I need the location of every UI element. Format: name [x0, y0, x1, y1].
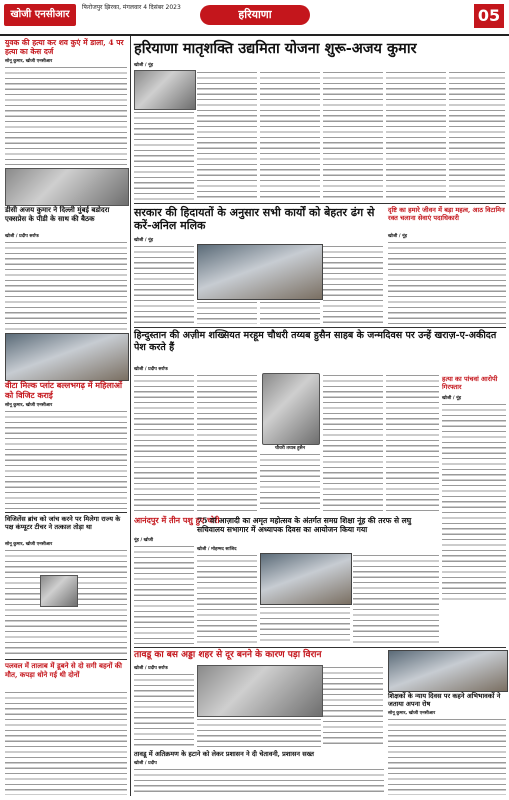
- lead-byline: खोजी / नूंह: [134, 63, 154, 68]
- story-c-body-3: [260, 452, 320, 513]
- masthead: [0, 0, 509, 36]
- lead-photo: [134, 70, 196, 110]
- story-g-headline: शिक्षकों के न्याय दिवस पर कहने अभिभावकों ने जताया अपना रोष: [388, 692, 501, 708]
- story-b-body-3: [260, 300, 320, 324]
- story-g-byline: सोनू कुमार, खोजी एनसीआर: [388, 711, 436, 716]
- story-c-body-2: [197, 373, 257, 513]
- story4-photo: [40, 575, 78, 607]
- rule-3: [134, 647, 506, 648]
- story2-body: [5, 240, 127, 330]
- story1-byline: सोनू कुमार, खोजी एनसीआर: [5, 59, 53, 64]
- story5-headline: पलवल में तालाब में डूबने से दो सगी बहनों की मौत, कपड़ा धोने गई थी दोनों: [5, 661, 122, 679]
- story3-byline: सोनू कुमार, खोजी एनसीआर: [5, 403, 53, 408]
- lead-body-5: [386, 70, 446, 200]
- section-title: हरियाणा: [200, 5, 310, 25]
- story-g-body: [388, 717, 506, 795]
- story-f-body-3: [323, 665, 383, 747]
- rule-1: [134, 203, 506, 204]
- story-c-portrait: [262, 373, 320, 445]
- story2-byline: खोजी / प्रदीप सर्राफ: [5, 234, 39, 239]
- story-e-byline: खोजी / मोहम्मद साजिद: [197, 547, 237, 552]
- side-story-body: [388, 240, 506, 324]
- story-b-body-4: [323, 244, 383, 324]
- story3-photo: [5, 333, 129, 381]
- lead-body-6: [449, 70, 505, 200]
- story-e-photo: [260, 553, 352, 605]
- story-f-headline: तावडू का बस अड्डा शहर से दूर बनने के कारण पड़ा विरान: [134, 650, 322, 660]
- story-h-byline: खोजी / प्रदीप: [134, 761, 157, 766]
- side-story-byline: खोजी / नूंह: [388, 234, 408, 239]
- story3-headline: वीटा मिल्क प्लांट बल्लभगढ़ में महिलाओं को विजिट कराई: [5, 380, 123, 400]
- lead-body-4: [323, 70, 383, 200]
- story-c-byline: खोजी / प्रदीप सर्राफ: [134, 367, 168, 372]
- story2-headline: डीसी अजय कुमार ने दिल्ली मुंबई बडोदरा एक्सप्रेस के पीडी के साथ की बैठक: [5, 205, 110, 223]
- story4-headline: विजिलेंस ब्रांच को जांच करने पर मिलेगा राज्य के पक्ष कंप्यूटर टीचर ने तत्काल तोड़ा था: [5, 515, 121, 531]
- lead-body-1: [134, 110, 194, 200]
- story-f-body-1: [134, 672, 194, 747]
- story-h-body: [134, 767, 384, 795]
- story5-body: [5, 690, 127, 795]
- story-c-caption: चौधरी तय्यब हुसैन: [274, 446, 306, 451]
- story-b-photo: [197, 244, 323, 300]
- story3-body: [5, 409, 127, 509]
- brand-logo: खोजी एनसीआर: [4, 4, 76, 26]
- lead-body-3: [260, 70, 320, 200]
- lead-body-2: [197, 70, 257, 200]
- left-divider-2: [5, 659, 127, 660]
- story-c-body-1: [134, 373, 194, 513]
- side-story-headline: दृष्टि का हमारे जीवन में बड़ा महत्व, आठ विटामिन रक्त चलाना सेवाएं पदाधिकारी: [388, 206, 505, 222]
- story1-headline: युवक की हत्या कर शव कुएं में डाला, 4 पर हत्या का केस दर्ज: [5, 38, 124, 56]
- story-d-body: [134, 544, 194, 644]
- story-b-body-1: [134, 244, 194, 324]
- story-b-byline: खोजी / नूंह: [134, 238, 154, 243]
- story1-body: [5, 65, 127, 165]
- story-b-body-2: [197, 300, 257, 324]
- right-story-byline: खोजी / नूंह: [442, 396, 462, 401]
- story-b-headline: सरकार की हिदायतों के अनुसार सभी कार्यों को बेहतर ढंग से करें-अनिल मलिक: [134, 206, 375, 232]
- story-d-headline: आनंदपुर में तीन पशु हुए चोरी: [134, 515, 220, 525]
- story-e-headline: 75 वां आज़ादी का अमृत महोत्सव के अंतर्गत समग्र शिक्षा नूंह की तरफ से लघु सचिवालय सभागार में अध्यापक दिवस का आयोजन किया गया: [197, 516, 412, 534]
- story-g-photo: [388, 650, 508, 692]
- page-number: 05: [474, 4, 504, 28]
- story-e-body-2: [260, 605, 350, 644]
- left-divider-1: [5, 512, 127, 513]
- dateline: फिरोजपुर झिरका, मंगलवार 4 दिसंबर 2023: [82, 4, 181, 11]
- story-f-photo: [197, 665, 323, 717]
- story-h-headline: तावडू में अतिक्रमण के हटाने को लेकर प्रशासन ने दी चेतावनी, प्रशासन सख्त: [134, 750, 314, 758]
- story-e-body-1: [197, 553, 257, 644]
- story-f-byline: खोजी / प्रदीप सर्राफ: [134, 666, 168, 671]
- story4-byline: सोनू कुमार, खोजी एनसीआर: [5, 542, 53, 547]
- story-c-body-4: [323, 373, 383, 513]
- story2-photo: [5, 168, 129, 206]
- rule-2: [134, 327, 506, 328]
- story-c-headline: हिन्दुस्तान की अज़ीम शख्सियत मरहूम चौधरी तय्यब हुसैन साहब के जन्मदिवस पर उन्हें खराज़-ए-अकीदत पेश करते हैं: [134, 330, 497, 353]
- lead-headline: हरियाणा मातृशक्ति उद्यमिता योजना शुरू-अजय कुमार: [134, 40, 417, 57]
- story-c-body-5: [386, 373, 439, 513]
- story-f-body-2: [197, 717, 321, 747]
- story-d-byline: नूंह / खोजी: [134, 538, 154, 543]
- story-e-body-3: [353, 553, 439, 644]
- right-story-body: [442, 402, 506, 602]
- right-story-headline: हत्या का पांचवां आरोपी गिरफ्तार: [442, 375, 498, 391]
- column-rule: [130, 36, 131, 796]
